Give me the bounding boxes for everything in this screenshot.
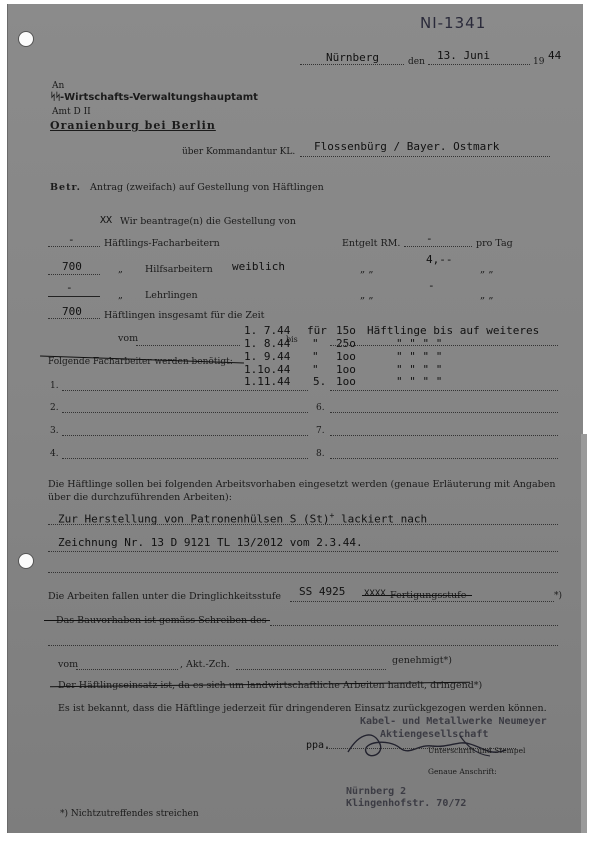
schedule-count-3: 1oo [336, 350, 356, 363]
header-date: 13. Juni [437, 49, 490, 62]
schedule-rest-4: " " " " [396, 363, 443, 376]
address-line1: Nürnberg 2 [346, 786, 407, 797]
priority-value: SS 4925 [299, 585, 346, 598]
schedule-date-1: 1. 7.44 [244, 324, 291, 337]
row1-amount: - [426, 232, 433, 245]
row3-amount: - [428, 279, 435, 292]
schedule-count-5: 1oo [336, 375, 356, 388]
signature-label: Unterschrift und Stempel [428, 746, 526, 755]
schedule-date-3: 1. 9.44 [244, 350, 291, 363]
agri-text: Der Häftlingseinsatz ist, da es sich um landwirtschaftliche Arbeiten handelt, dringend*) [58, 680, 483, 691]
recipient-amt: Amt D II [52, 107, 91, 117]
row3-marks: „ „ [360, 290, 374, 301]
header-year: 44 [548, 49, 562, 62]
fach-number-1: 1. [50, 381, 59, 391]
fach-number-4: 4. [50, 449, 59, 459]
subject-label: Betr. [50, 182, 81, 193]
row3-quote: „ [118, 290, 123, 301]
company-ppa: ppa. [306, 740, 331, 751]
request-we-prefix: XX [100, 215, 113, 226]
schedule-sep-1: für [307, 324, 327, 337]
schedule-count-1: 15o [336, 324, 356, 337]
bauvorhaben-vom: vom [58, 659, 79, 670]
schedule-sep-2: " [312, 337, 319, 350]
schedule-count-2: 25o [336, 337, 356, 350]
work-line1: Zur Herstellung von Patronenhülsen S (St)+ lackiert nach [58, 511, 428, 526]
row2-quote: „ [118, 264, 123, 275]
header-den: den [408, 57, 425, 67]
priority-text: Die Arbeiten fallen unter die Dringlichkeitsstufe [48, 591, 282, 602]
priority-note: *) [554, 591, 563, 601]
row2-amount: 4,-- [426, 253, 453, 266]
company-line2: Aktiengesellschaft [380, 729, 489, 740]
archive-number: NI-1341 [420, 14, 487, 32]
schedule-date-4: 1.1o.44 [244, 363, 291, 376]
priority-stufe: Fertigungsstufe [390, 590, 467, 601]
bauvorhaben-genehmigt: genehmigt*) [392, 655, 452, 666]
total-count: 700 [62, 305, 82, 318]
schedule-sep-3: " [312, 350, 319, 363]
header-year-prefix: 19 [533, 57, 545, 67]
schedule-date-2: 1. 8.44 [244, 337, 291, 350]
row3-count: - [66, 281, 73, 294]
recipient-office: ᛋᛋ-Wirtschafts-Verwaltungshauptamt [50, 92, 258, 103]
fach-number-3: 3. [50, 426, 59, 436]
request-we-text: Wir beantrage(n) die Gestellung von [120, 216, 296, 227]
work-intro: Die Häftlinge sollen bei folgenden Arbeitsvorhaben eingesetzt werden (genaue Erläuterung mit Angaben über die durchzuführenden Arbeiten): [48, 479, 556, 503]
recipient-city: Oranienburg bei Berlin [50, 119, 216, 132]
via-value: Flossenbürg / Bayer. Ostmark [314, 140, 500, 153]
priority-struck: XXXX [364, 589, 386, 599]
schedule-date-5: 1.11.44 [244, 375, 291, 388]
company-line1: Kabel- und Metallwerke Neumeyer [360, 716, 547, 727]
row2-count: 700 [62, 260, 82, 273]
schedule-bis: bis [286, 335, 298, 344]
row1-entgelt-label: Entgelt RM. [342, 238, 401, 249]
recipient-an: An [52, 81, 65, 91]
fach-number-6: 6. [316, 403, 325, 413]
schedule-rest-3: " " " " [396, 350, 443, 363]
work-line2: Zeichnung Nr. 13 D 9121 TL 13/2012 vom 2.3.44. [58, 536, 363, 549]
fach-number-7: 7. [316, 426, 325, 436]
schedule-count-4: 1oo [336, 363, 356, 376]
schedule-sep-5: 5. [313, 375, 327, 388]
row2-marks2: „ „ [480, 264, 494, 275]
punch-hole-bottom [18, 553, 34, 569]
row3-marks2: „ „ [480, 290, 494, 301]
address-label: Genaue Anschrift: [428, 767, 497, 776]
footnote: *) Nichtzutreffendes streichen [60, 809, 199, 819]
row2-marks: „ „ [360, 264, 374, 275]
bauvorhaben-text: Das Bauvorhaben ist gemäss Schreiben des [56, 615, 267, 626]
total-text: Häftlingen insgesamt für die Zeit [104, 310, 265, 321]
row2-label: Hilfsarbeitern [145, 264, 213, 275]
schedule-rest-2: " " " " [396, 337, 443, 350]
schedule-sep-4: " [312, 363, 319, 376]
row1-count: - [68, 233, 75, 246]
address-line2: Klingenhofstr. 70/72 [346, 798, 467, 809]
row1-label: Häftlings-Facharbeitern [104, 238, 220, 249]
subject-text: Antrag (zweifach) auf Gestellung von Häftlingen [90, 182, 324, 193]
schedule-rest-1: Häftlinge bis auf weiteres [367, 324, 540, 337]
header-place: Nürnberg [326, 51, 379, 64]
bauvorhaben-akt: , Akt.-Zch. [180, 659, 230, 670]
fach-number-2: 2. [50, 403, 59, 413]
schedule-rest-5: " " " " [396, 375, 443, 388]
row1-pro-tag: pro Tag [476, 238, 513, 249]
via-label: über Kommandantur KL. [182, 147, 296, 157]
known-text: Es ist bekannt, dass die Häftlinge jederzeit für dringenderen Einsatz zurückgezogen werden können. [58, 703, 547, 714]
fach-number-8: 8. [316, 449, 325, 459]
row3-label: Lehrlingen [145, 290, 198, 301]
schedule-vom: vom [118, 333, 139, 344]
punch-hole-top [18, 31, 34, 47]
facharbeiter-label: Folgende Facharbeiter werden benötigt: [48, 357, 233, 367]
row2-typed: weiblich [232, 260, 285, 273]
